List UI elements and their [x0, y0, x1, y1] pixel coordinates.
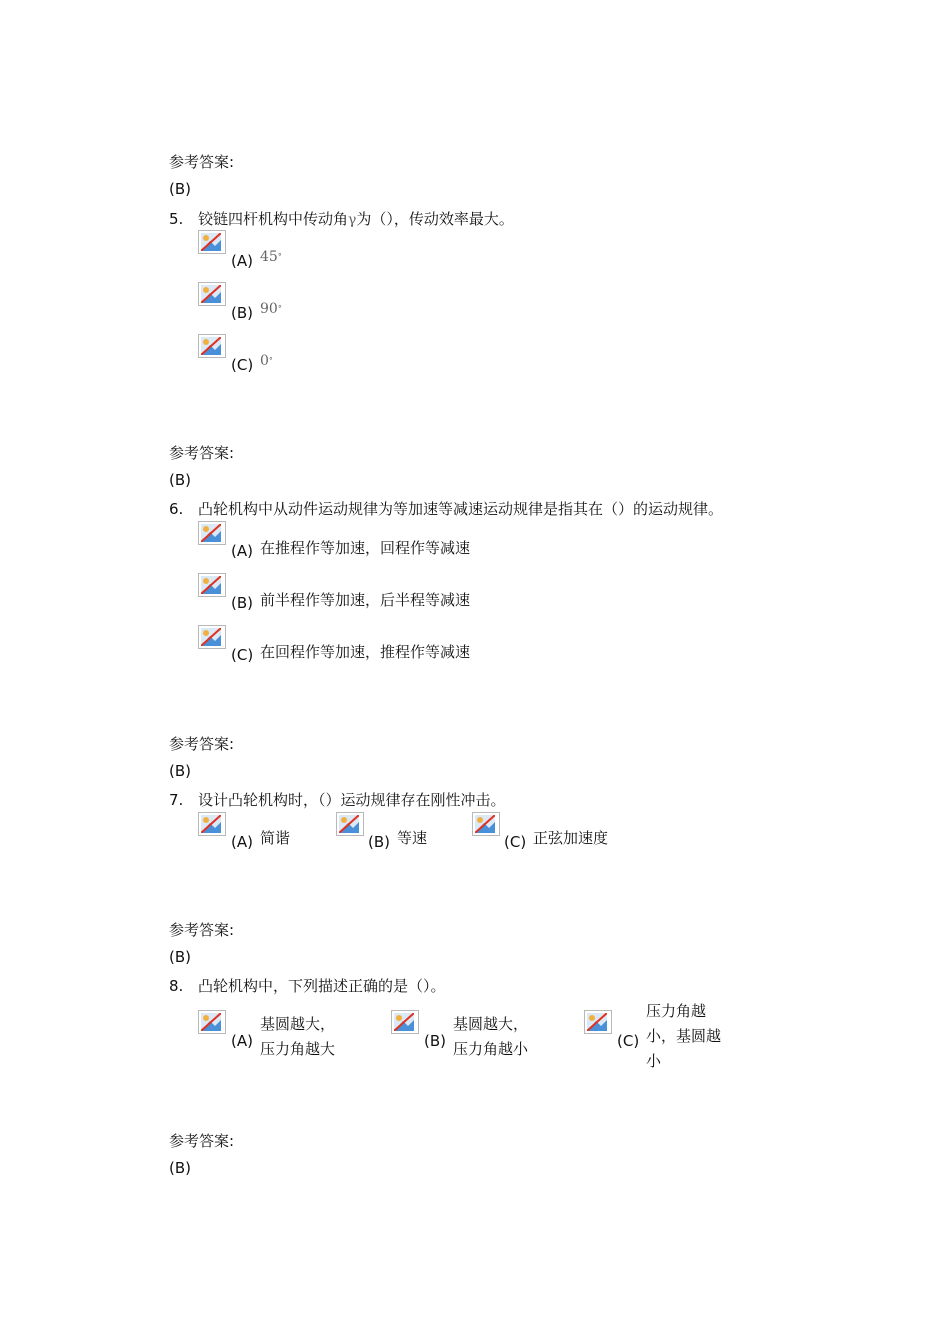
answer-value: (B): [169, 471, 191, 489]
option-letter: (C): [617, 1032, 640, 1050]
answer-value: (B): [169, 948, 191, 966]
option-letter: (C): [231, 646, 254, 664]
option-text: 等速: [397, 829, 428, 847]
option-text: 前半程作等加速，后半程等减速: [260, 591, 471, 609]
broken-image-icon: [391, 1010, 419, 1034]
answer-value: (B): [169, 180, 191, 198]
question-number: 5.: [169, 210, 184, 228]
option-value: [260, 247, 282, 267]
broken-image-icon: [198, 282, 226, 306]
option-letter: (B): [424, 1032, 446, 1050]
answer-label: 参考答案:: [169, 1132, 235, 1150]
question-number: 8.: [169, 977, 184, 995]
option-text: 简谐: [260, 829, 291, 847]
option-text: 基圆越大，压力角越大: [260, 1015, 336, 1058]
option-letter: (A): [231, 1032, 253, 1050]
option-letter: (B): [231, 304, 253, 322]
option-letter: (A): [231, 833, 253, 851]
question-text-part: 铰链四杆机构中传动角: [198, 210, 349, 228]
degree-symbol: °: [268, 356, 273, 365]
option-letter: (B): [368, 833, 390, 851]
option-letter: (C): [504, 833, 527, 851]
gamma-symbol: γ: [348, 212, 357, 228]
question-text: 设计凸轮机构时，（）运动规律存在刚性冲击。: [198, 791, 506, 809]
option-number: 90: [260, 301, 278, 317]
option-text: 在推程作等加速，回程作等减速: [260, 539, 471, 557]
answer-label: 参考答案:: [169, 735, 235, 753]
broken-image-icon: [198, 812, 226, 836]
broken-image-icon: [198, 230, 226, 254]
question-text: [198, 209, 514, 230]
option-letter: (A): [231, 252, 253, 270]
answer-value: (B): [169, 1159, 191, 1177]
broken-image-icon: [472, 812, 500, 836]
broken-image-icon: [198, 334, 226, 358]
option-letter: (C): [231, 356, 254, 374]
broken-image-icon: [198, 573, 226, 597]
option-value: [260, 299, 282, 319]
question-text: 凸轮机构中从动件运动规律为等加速等减速运动规律是指其在（）的运动规律。: [198, 500, 724, 518]
question-number: 6.: [169, 500, 184, 518]
answer-value: (B): [169, 762, 191, 780]
option-value: [260, 351, 273, 371]
answer-label: 参考答案:: [169, 444, 235, 462]
degree-symbol: °: [277, 304, 282, 313]
option-text: 在回程作等加速，推程作等减速: [260, 643, 471, 661]
option-letter: (A): [231, 542, 253, 560]
question-number: 7.: [169, 791, 184, 809]
option-text: 基圆越大，压力角越小: [453, 1015, 529, 1058]
broken-image-icon: [198, 625, 226, 649]
option-letter: (B): [231, 594, 253, 612]
option-number: 0: [260, 353, 269, 369]
question-text-part: 为（），传动效率最大。: [356, 210, 514, 228]
broken-image-icon: [198, 1010, 226, 1034]
option-number: 45: [260, 249, 278, 265]
degree-symbol: °: [277, 252, 282, 261]
question-text: 凸轮机构中，下列描述正确的是（）。: [198, 977, 446, 995]
broken-image-icon: [336, 812, 364, 836]
option-text: 压力角越小，基圆越小: [646, 1002, 722, 1070]
option-text: 正弦加速度: [533, 829, 609, 847]
broken-image-icon: [198, 521, 226, 545]
broken-image-icon: [584, 1010, 612, 1034]
answer-label: 参考答案:: [169, 153, 235, 171]
answer-label: 参考答案:: [169, 921, 235, 939]
